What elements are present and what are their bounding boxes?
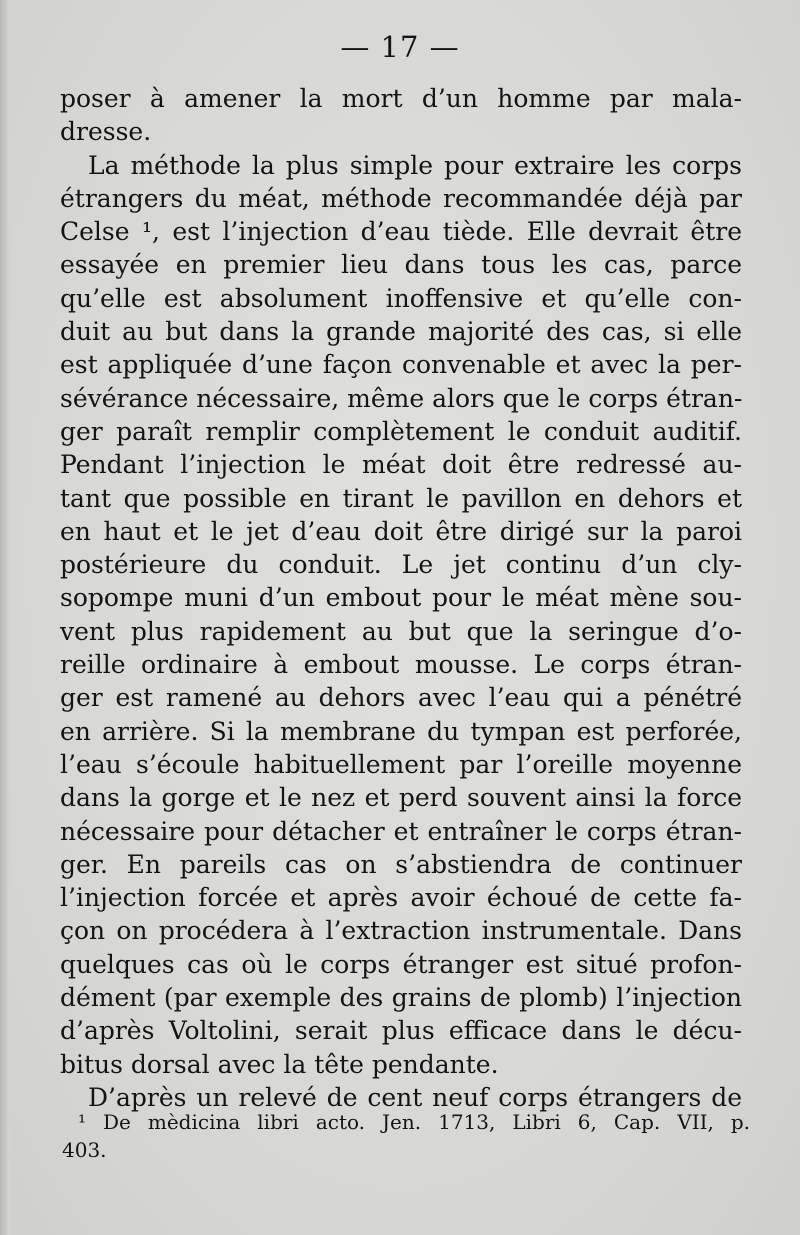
text-line: l’eau s’écoule habituellement par l’oreille moyenne bbox=[60, 749, 742, 779]
text-line: nécessaire pour détacher et entraîner le corps étran- bbox=[60, 816, 742, 846]
text-line: ger paraît remplir complètement le conduit auditif. bbox=[60, 416, 742, 446]
text-line: en haut et le jet d’eau doit être dirigé sur la paroi bbox=[60, 516, 742, 546]
footnote-line: 403. bbox=[62, 1138, 107, 1162]
text-line: tant que possible en tirant le pavillon en dehors et bbox=[60, 483, 742, 513]
text-line: vent plus rapidement au but que la seringue d’o- bbox=[60, 616, 742, 646]
text-line: en arrière. Si la membrane du tympan est perforée, bbox=[60, 716, 742, 746]
text-line: Celse ¹, est l’injection d’eau tiède. Elle devrait être bbox=[60, 217, 742, 247]
text-line: postérieure du conduit. Le jet continu d’un cly- bbox=[60, 550, 742, 580]
text-line: essayée en premier lieu dans tous les cas, parce bbox=[60, 250, 742, 280]
text-line: sévérance nécessaire, même alors que le corps étran- bbox=[60, 383, 743, 413]
text-line: dans la gorge et le nez et perd souvent ainsi la force bbox=[60, 783, 742, 813]
text-line: duit au but dans la grande majorité des cas, si elle bbox=[60, 317, 742, 347]
footnote bbox=[62, 1108, 750, 1164]
text-line: dément (par exemple des grains de plomb) l’injection bbox=[60, 983, 742, 1013]
text-line: étrangers du méat, méthode recommandée déjà par bbox=[60, 183, 742, 213]
text-line: sopompe muni d’un embout pour le méat mène sou- bbox=[60, 583, 742, 613]
footnote-line: ¹ De mèdicina libri acto. Jen. 1713, Libri 6, Cap. VII, p. bbox=[78, 1110, 750, 1134]
text-line: d’après Voltolini, serait plus efficace dans le décu- bbox=[60, 1016, 742, 1046]
paragraph-start-line: La méthode la plus simple pour extraire les corps bbox=[88, 150, 742, 180]
paragraph-start-line: D’après un relevé de cent neuf corps étrangers de bbox=[88, 1082, 742, 1112]
text-line: est appliquée d’une façon convenable et avec la per- bbox=[60, 350, 742, 380]
page-number-header: — 17 — bbox=[340, 30, 460, 64]
text-line: bitus dorsal avec la tête pendante. bbox=[60, 1049, 499, 1079]
text-line: dresse. bbox=[60, 117, 152, 147]
text-line: quelques cas où le corps étranger est situé profon- bbox=[60, 949, 742, 979]
page-spine-shadow bbox=[0, 0, 10, 1235]
body-text bbox=[60, 82, 742, 1114]
text-line: Pendant l’injection le méat doit être redressé au- bbox=[60, 450, 742, 480]
text-line: ger est ramené au dehors avec l’eau qui a pénétré bbox=[60, 683, 742, 713]
text-line: poser à amener la mort d’un homme par mala- bbox=[60, 84, 742, 113]
text-line: ger. En pareils cas on s’abstiendra de continuer bbox=[60, 849, 742, 879]
text-line: çon on procédera à l’extraction instrumentale. Dans bbox=[60, 916, 742, 946]
text-line: l’injection forcée et après avoir échoué de cette fa- bbox=[60, 883, 742, 913]
text-line: reille ordinaire à embout mousse. Le corps étran- bbox=[60, 650, 742, 680]
text-line: qu’elle est absolument inoffensive et qu’elle con- bbox=[60, 283, 742, 313]
